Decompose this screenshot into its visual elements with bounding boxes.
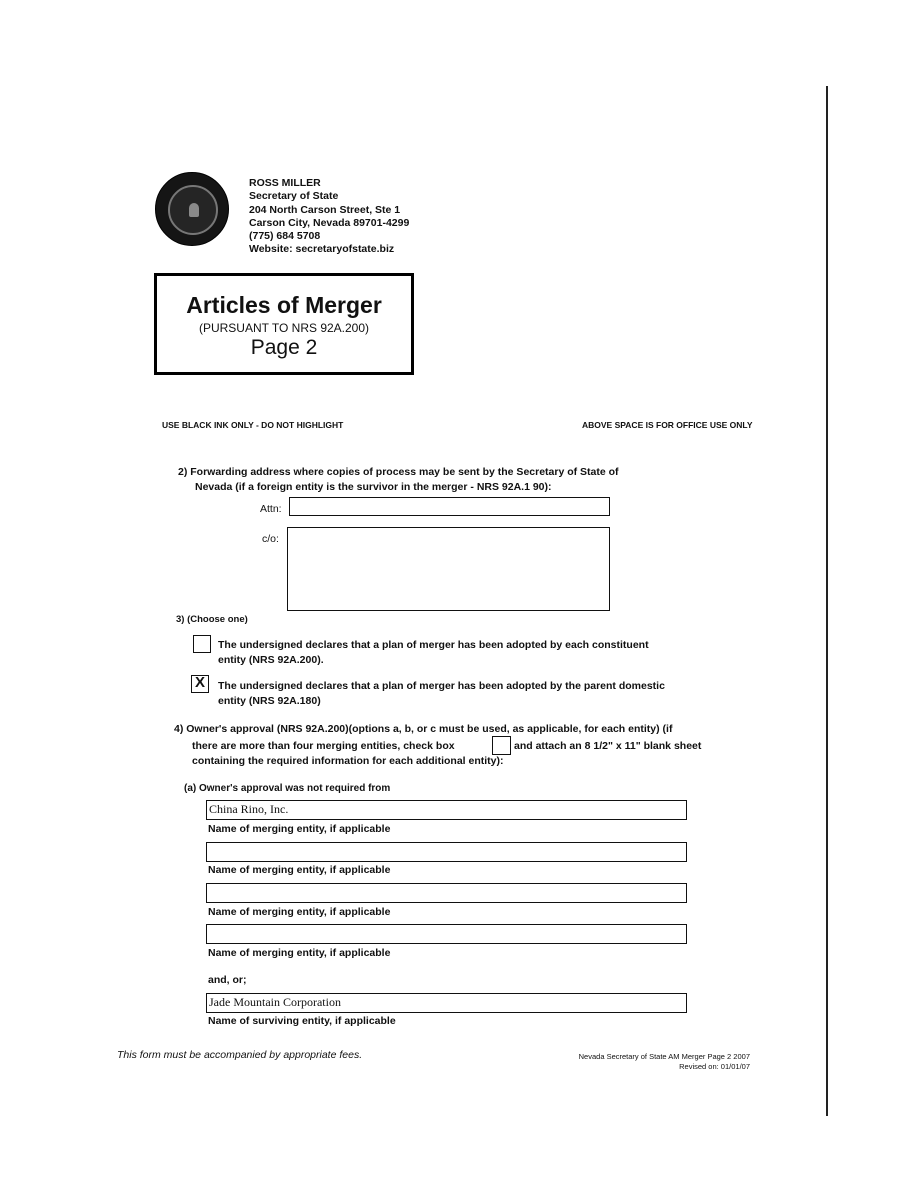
header-line: Secretary of State — [249, 190, 339, 203]
form-title: Articles of Merger — [186, 292, 382, 318]
section4-line2a: there are more than four merging entities, check box — [192, 740, 455, 752]
merging-entity-field-3[interactable] — [206, 883, 687, 903]
parent-domestic-checkbox[interactable]: X — [191, 675, 209, 693]
attn-field[interactable] — [289, 497, 610, 516]
attn-label: Attn: — [260, 503, 282, 515]
merging-entity-field-1[interactable]: China Rino, Inc. — [206, 800, 687, 820]
part-a-heading: (a) Owner's approval was not required from — [184, 783, 391, 794]
secretary-of-state-seal — [155, 172, 229, 246]
revision-date: Revised on: 01/01/07 — [679, 1062, 750, 1071]
and-or-label: and, or; — [208, 974, 247, 986]
merging-entity-field-2[interactable] — [206, 842, 687, 862]
page-label: Page 2 — [250, 336, 318, 359]
header-line: (775) 684 5708 — [249, 230, 321, 243]
option1-line1: The undersigned declares that a plan of merger has been adopted by each constituent — [218, 639, 649, 651]
merging-entity-label: Name of merging entity, if applicable — [208, 947, 391, 959]
header-line: 204 North Carson Street, Ste 1 — [249, 203, 401, 216]
ink-notice: USE BLACK INK ONLY - DO NOT HIGHLIGHT — [162, 420, 344, 430]
office-use-notice: ABOVE SPACE IS FOR OFFICE USE ONLY — [582, 420, 753, 430]
constituent-entity-checkbox[interactable] — [193, 635, 211, 653]
co-address-field[interactable] — [287, 527, 610, 611]
merging-entity-field-4[interactable] — [206, 924, 687, 944]
co-label: c/o: — [262, 533, 279, 545]
surviving-entity-field[interactable]: Jade Mountain Corporation — [206, 993, 687, 1013]
merging-entity-label: Name of merging entity, if applicable — [208, 906, 391, 918]
form-title-box — [154, 273, 414, 375]
merging-entity-label: Name of merging entity, if applicable — [208, 864, 391, 876]
seal-emblem — [168, 185, 218, 235]
section4-line1: 4) Owner's approval (NRS 92A.200)(options a, b, or c must be used, as applicable, for each entity) (if — [174, 723, 673, 735]
scan-edge-line — [826, 86, 828, 1116]
section2-line1: 2) Forwarding address where copies of process may be sent by the Secretary of State of — [178, 466, 619, 478]
section2-line2: Nevada (if a foreign entity is the survivor in the merger - NRS 92A.1 90): — [195, 481, 552, 493]
surviving-entity-label: Name of surviving entity, if applicable — [208, 1015, 396, 1027]
additional-entities-checkbox[interactable] — [492, 736, 511, 755]
merging-entity-label: Name of merging entity, if applicable — [208, 823, 391, 835]
header-info — [249, 177, 409, 257]
header-line: ROSS MILLER — [249, 177, 321, 189]
header-line: Carson City, Nevada 89701-4299 — [249, 216, 410, 229]
option1-line2: entity (NRS 92A.200). — [218, 654, 324, 666]
section4-line2b: and attach an 8 1/2" x 11" blank sheet — [514, 740, 702, 752]
form-id: Nevada Secretary of State AM Merger Page 2 2007 — [578, 1052, 750, 1061]
form-revision-info — [540, 1052, 750, 1072]
form-subtitle: (PURSUANT TO NRS 92A.200) — [198, 321, 370, 335]
section4-line3: containing the required information for each additional entity): — [192, 755, 504, 767]
option2-line1: The undersigned declares that a plan of merger has been adopted by the parent domestic — [218, 680, 665, 692]
option2-line2: entity (NRS 92A.180) — [218, 695, 321, 707]
header-line: Website: secretaryofstate.biz — [249, 243, 395, 256]
section3-heading: 3) (Choose one) — [176, 614, 248, 625]
fees-note: This form must be accompanied by appropriate fees. — [117, 1049, 363, 1061]
